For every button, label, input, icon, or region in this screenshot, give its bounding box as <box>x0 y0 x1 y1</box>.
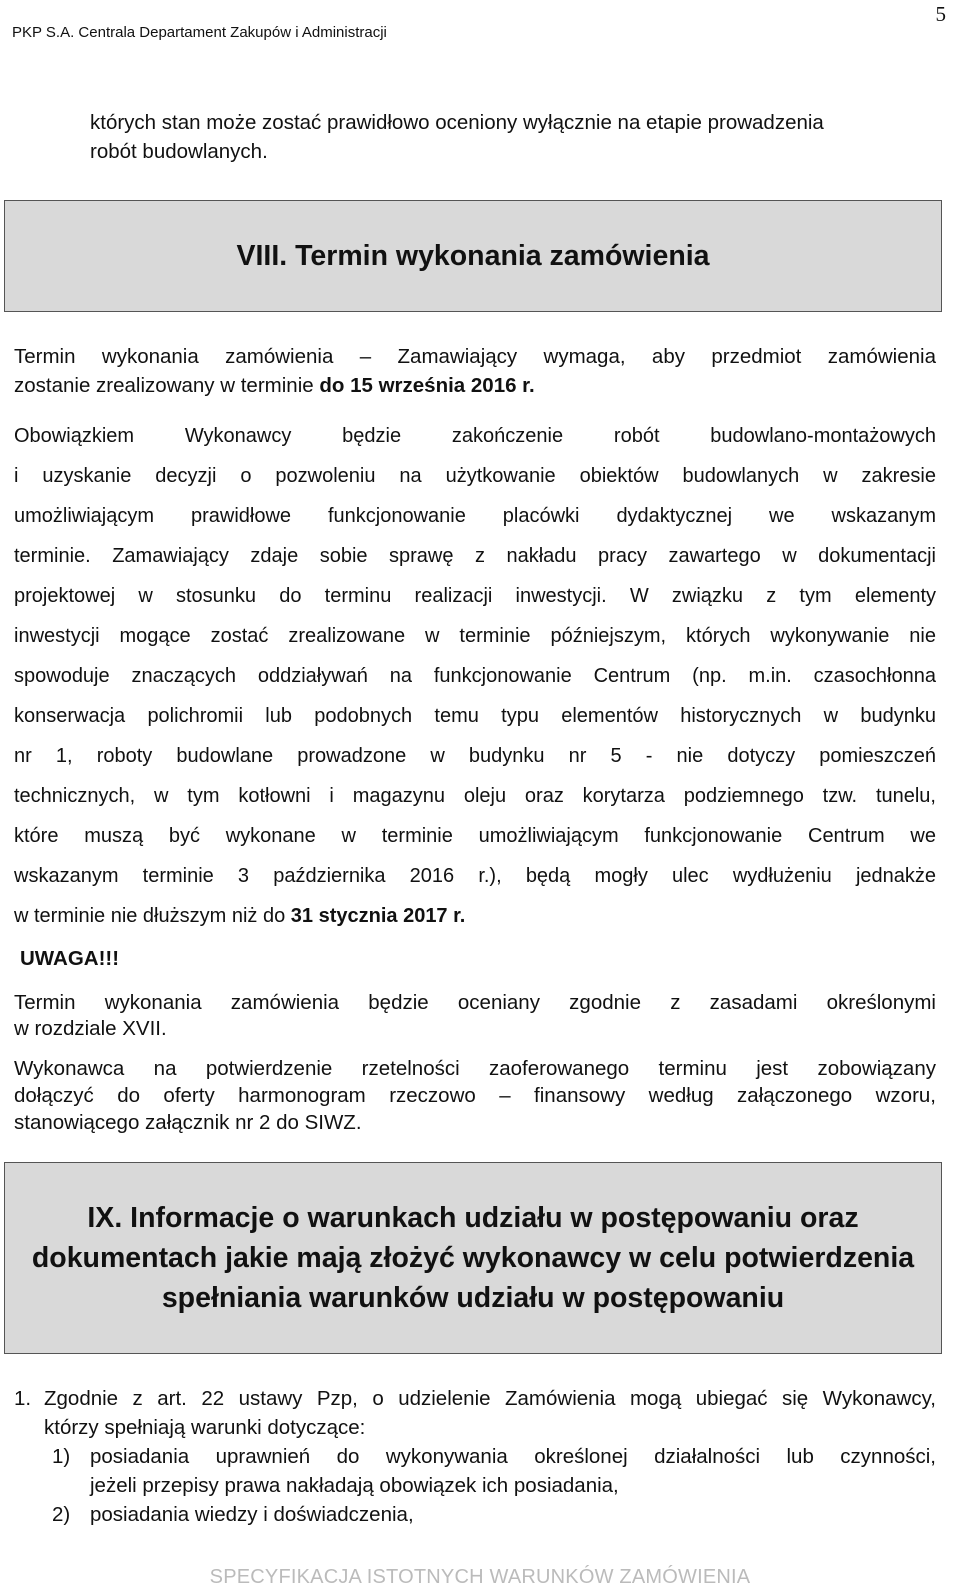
section-8-paragraph-4 <box>14 1055 936 1136</box>
section-8-paragraph-2 <box>14 416 936 936</box>
text-line: Obowiązkiem Wykonawcy będzie zakończenie robót budowlano-montażowych <box>14 425 936 447</box>
document-footer: SPECYFIKACJA ISTOTNYCH WARUNKÓW ZAMÓWIENIA <box>209 1566 751 1588</box>
text-line: w rozdziale XVII. <box>14 1017 167 1040</box>
sub-list-item-number: 1) <box>52 1445 71 1468</box>
deadline-date: do 15 września 2016 r. <box>319 374 535 397</box>
text-line: zostanie zrealizowany w terminie do 15 września 2016 r. <box>14 374 535 397</box>
section-8-heading-box <box>4 200 942 312</box>
text-line: i uzyskanie decyzji o pozwoleniu na użytkowanie obiektów budowlanych w zakresie <box>14 465 936 487</box>
text-line: Wykonawca na potwierdzenie rzetelności zaoferowanego terminu jest zobowiązany <box>14 1057 936 1080</box>
text-line: spowoduje znaczących oddziaływań na funkcjonowanie Centrum (np. m.in. czasochłonna <box>14 665 936 687</box>
text-line: dołączyć do oferty harmonogram rzeczowo – finansowy według załączonego wzoru, <box>14 1084 936 1107</box>
text-line: stanowiącego załącznik nr 2 do SIWZ. <box>14 1111 362 1134</box>
intro-paragraph <box>90 108 935 166</box>
text-line: nr 1, roboty budowlane prowadzone w budynku nr 5 - nie dotyczy pomieszczeń <box>14 745 936 767</box>
extended-deadline-date: 31 stycznia 2017 r. <box>290 905 466 927</box>
section-8-paragraph-1 <box>14 342 936 400</box>
section-9-heading-box <box>4 1162 942 1354</box>
section-9-list <box>14 1384 936 1529</box>
text-line: którzy spełniają warunki dotyczące: <box>44 1416 366 1439</box>
sub-list-item-number: 2) <box>52 1503 71 1526</box>
text-line: projektowej w stosunku do terminu realizacji inwestycji. W związku z tym elementy <box>14 585 936 607</box>
text-line: technicznych, w tym kotłowni i magazynu oleju oraz korytarza podziemnego tzw. tunelu, <box>14 785 936 807</box>
text-line: wskazanym terminie 3 października 2016 r.), będą mogły ulec wydłużeniu jednakże <box>14 865 936 887</box>
page-number: 5 <box>935 2 946 26</box>
sub-list-item <box>14 1442 936 1500</box>
section-9-heading: IX. Informacje o warunkach udziału w postępowaniu oraz dokumentach jakie mają złożyć wykonawcy w celu potwierdzenia spełniania warunków udziału w postępowaniu <box>31 1202 915 1314</box>
list-item <box>14 1384 936 1442</box>
text-line: posiadania uprawnień do wykonywania określonej działalności lub czynności, <box>90 1445 936 1468</box>
section-8-paragraph-3 <box>14 990 936 1042</box>
text-line: inwestycji mogące zostać zrealizowane w terminie późniejszym, których wykonywanie nie <box>14 625 936 647</box>
text-line: posiadania wiedzy i doświadczenia, <box>90 1503 414 1526</box>
warning-label: UWAGA!!! <box>20 947 120 970</box>
intro-line: których stan może zostać prawidłowo oceniony wyłącznie na etapie prowadzenia <box>90 111 824 134</box>
text-line: jeżeli przepisy prawa nakładają obowiązek ich posiadania, <box>90 1474 619 1497</box>
text-line: Zgodnie z art. 22 ustawy Pzp, o udzielenie Zamówienia mogą ubiegać się Wykonawcy, <box>44 1387 936 1410</box>
text-line: w terminie nie dłuższym niż do 31 stycznia 2017 r. <box>14 905 466 927</box>
text-line: które muszą być wykonane w terminie umożliwiającym funkcjonowanie Centrum we <box>14 825 936 847</box>
document-header: PKP S.A. Centrala Departament Zakupów i Administracji <box>12 24 387 41</box>
sub-list-item <box>14 1500 936 1529</box>
list-item-number: 1. <box>14 1387 32 1410</box>
text-line: konserwacja polichromii lub podobnych temu typu elementów historycznych w budynku <box>14 705 936 727</box>
intro-line: robót budowlanych. <box>90 140 268 163</box>
text-line: Termin wykonania zamówienia – Zamawiający wymaga, aby przedmiot zamówienia <box>14 345 936 368</box>
text-line: terminie. Zamawiający zdaje sobie sprawę z nakładu pracy zawartego w dokumentacji <box>14 545 936 567</box>
text-line: umożliwiającym prawidłowe funkcjonowanie placówki dydaktycznej we wskazanym <box>14 505 936 527</box>
text-line: Termin wykonania zamówienia będzie oceniany zgodnie z zasadami określonymi <box>14 991 936 1014</box>
section-8-heading: VIII. Termin wykonania zamówienia <box>236 240 710 272</box>
